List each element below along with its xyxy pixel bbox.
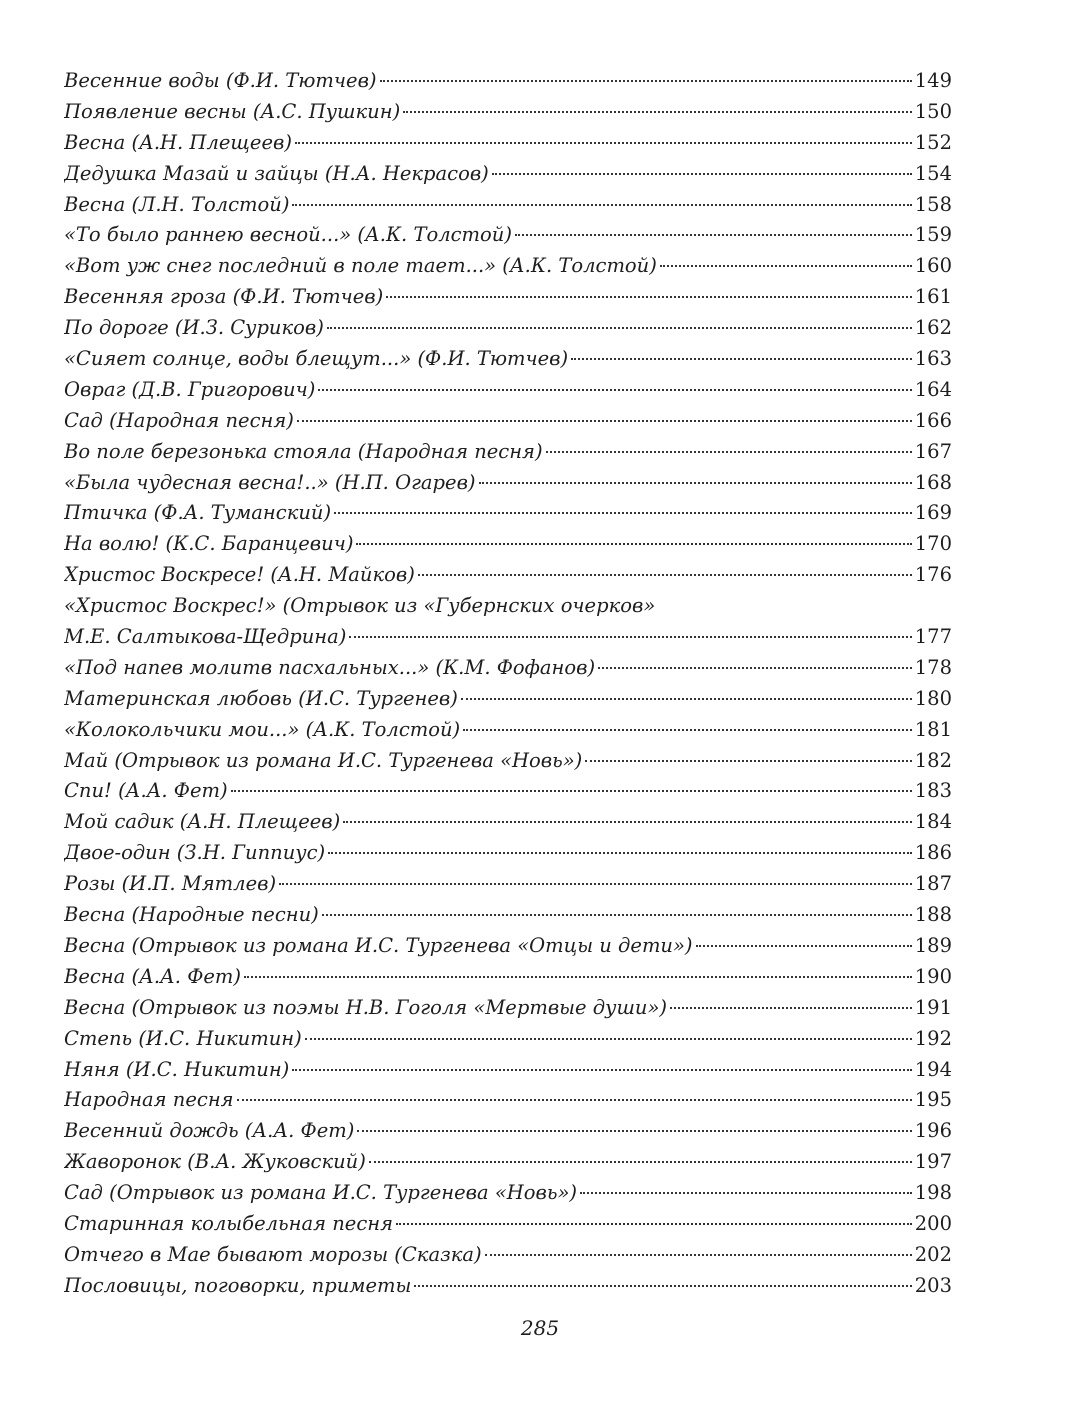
dot-leader <box>244 976 912 978</box>
toc-entry <box>64 190 952 221</box>
toc-entry-title: Весна (А.Н. Плещеев) <box>64 130 292 154</box>
toc-entry-page: 203 <box>914 1273 952 1297</box>
toc-entry-page: 182 <box>914 748 952 772</box>
dot-leader <box>515 234 912 236</box>
dot-leader <box>598 667 912 669</box>
toc-entry <box>64 715 952 746</box>
toc-entry-title: Спи! (А.А. Фет) <box>64 779 228 803</box>
toc-entry <box>64 807 952 838</box>
dot-leader <box>696 945 912 947</box>
toc-entry <box>64 468 952 499</box>
toc-entry-page: 166 <box>914 408 952 432</box>
toc-entry-page: 164 <box>914 377 952 401</box>
toc-entry-page: 158 <box>914 192 952 216</box>
dot-leader <box>295 142 912 144</box>
dot-leader <box>279 883 912 885</box>
toc-entry-page: 195 <box>914 1088 952 1112</box>
toc-entry-page: 177 <box>914 625 952 649</box>
dot-leader <box>479 482 912 484</box>
dot-leader <box>546 451 912 453</box>
toc-entry-page: 187 <box>914 872 952 896</box>
toc-entry-page: 149 <box>914 69 952 92</box>
toc-entry-title: Весна (Отрывок из поэмы Н.В. Гоголя «Мертвые души») <box>64 995 668 1019</box>
toc-entry-page: 200 <box>914 1211 952 1235</box>
toc-entry <box>64 1178 952 1209</box>
toc-entry-title: Весенний дождь (А.А. Фет) <box>64 1119 355 1143</box>
toc-entry-title: Сад (Отрывок из романа И.С. Тургенева «Новь») <box>64 1181 578 1205</box>
toc-entry <box>64 66 952 97</box>
toc-entry-title: «Под напев молитв пасхальных...» (К.М. Фофанов) <box>64 655 596 679</box>
toc-entry-title: Дедушка Мазай и зайцы (Н.А. Некрасов) <box>64 161 489 185</box>
toc-entry-page: 163 <box>914 347 952 371</box>
toc-entry-page: 154 <box>914 161 952 185</box>
toc-entry-page: 169 <box>914 501 952 525</box>
table-of-contents <box>64 66 952 1302</box>
toc-entry <box>64 993 952 1024</box>
dot-leader <box>580 1192 912 1194</box>
toc-entry-title: «Христос Воскрес!» (Отрывок из «Губернских очерков» <box>64 594 656 618</box>
toc-entry <box>64 776 952 807</box>
toc-entry-title: По дороге (И.З. Суриков) <box>64 316 324 340</box>
toc-entry-page: 190 <box>914 964 952 988</box>
toc-entry-page: 167 <box>914 439 952 463</box>
toc-entry-page: 170 <box>914 532 952 556</box>
toc-entry-title: Овраг (Д.В. Григорович) <box>64 377 316 401</box>
dot-leader <box>328 852 912 854</box>
toc-entry-title: Весна (Народные песни) <box>64 903 319 927</box>
toc-entry <box>64 1240 952 1271</box>
toc-entry <box>64 962 952 993</box>
dot-leader <box>660 265 912 267</box>
toc-entry <box>64 437 952 468</box>
toc-entry-page: 159 <box>914 223 952 247</box>
dot-leader <box>463 729 912 731</box>
toc-entry-title: Птичка (Ф.А. Туманский) <box>64 501 332 525</box>
toc-entry-title: Материнская любовь (И.С. Тургенев) <box>64 686 458 710</box>
toc-entry-title: Няня (И.С. Никитин) <box>64 1057 290 1081</box>
dot-leader <box>585 760 912 762</box>
page-number: 285 <box>520 1316 560 1340</box>
toc-entry <box>64 344 952 375</box>
toc-entry-page: 198 <box>914 1181 952 1205</box>
dot-leader <box>305 1038 912 1040</box>
toc-entry-page: 160 <box>914 254 952 278</box>
dot-leader <box>418 574 912 576</box>
toc-entry-title: «То было раннею весной...» (А.К. Толстой) <box>64 223 512 247</box>
dot-leader <box>396 1223 912 1225</box>
dot-leader <box>231 790 912 792</box>
dot-leader <box>292 1069 911 1071</box>
toc-entry <box>64 159 952 190</box>
toc-entry-page: 186 <box>914 841 952 865</box>
toc-entry <box>64 128 952 159</box>
toc-entry <box>64 1085 952 1116</box>
toc-entry-page: 180 <box>914 686 952 710</box>
toc-entry-title: На волю! (К.С. Баранцевич) <box>64 532 354 556</box>
toc-entry <box>64 591 952 622</box>
dot-leader <box>237 1099 912 1101</box>
dot-leader <box>403 111 912 113</box>
toc-entry <box>64 622 952 653</box>
dot-leader <box>327 327 912 329</box>
toc-entry <box>64 869 952 900</box>
dot-leader <box>322 914 912 916</box>
dot-leader <box>357 1130 911 1132</box>
toc-entry-title: Весенние воды (Ф.И. Тютчев) <box>64 69 377 92</box>
toc-entry-title: Весна (Л.Н. Толстой) <box>64 192 290 216</box>
toc-entry-title: М.Е. Салтыкова-Щедрина) <box>64 625 347 649</box>
toc-entry <box>64 529 952 560</box>
toc-entry-title: Мой садик (А.Н. Плещеев) <box>64 810 341 834</box>
toc-entry-page: 191 <box>914 995 952 1019</box>
toc-entry-title: Весенняя гроза (Ф.И. Тютчев) <box>64 285 384 309</box>
toc-entry <box>64 900 952 931</box>
dot-leader <box>292 204 911 206</box>
dot-leader <box>414 1285 911 1287</box>
dot-leader <box>492 173 912 175</box>
toc-entry-page: 194 <box>914 1057 952 1081</box>
toc-entry <box>64 1271 952 1302</box>
dot-leader <box>386 296 912 298</box>
toc-entry <box>64 251 952 282</box>
dot-leader <box>297 420 912 422</box>
dot-leader <box>318 389 911 391</box>
toc-entry <box>64 1024 952 1055</box>
toc-entry-title: Христос Воскресе! (А.Н. Майков) <box>64 563 415 587</box>
toc-entry-page: 161 <box>914 285 952 309</box>
toc-entry <box>64 406 952 437</box>
toc-entry-title: Сад (Народная песня) <box>64 408 294 432</box>
dot-leader <box>343 821 911 823</box>
toc-entry-title: Весна (Отрывок из романа И.С. Тургенева «Отцы и дети») <box>64 933 693 957</box>
toc-entry-title: Народная песня <box>64 1088 234 1112</box>
toc-entry-title: «Сияет солнце, воды блещут...» (Ф.И. Тютчев) <box>64 347 569 371</box>
toc-entry <box>64 375 952 406</box>
toc-entry <box>64 838 952 869</box>
toc-entry-title: Розы (И.П. Мятлев) <box>64 872 277 896</box>
toc-entry <box>64 1055 952 1086</box>
toc-entry-page: 168 <box>914 470 952 494</box>
toc-entry <box>64 97 952 128</box>
toc-entry-title: Старинная колыбельная песня <box>64 1211 394 1235</box>
dot-leader <box>571 358 912 360</box>
toc-entry <box>64 684 952 715</box>
dot-leader <box>369 1161 912 1163</box>
toc-entry <box>64 1147 952 1178</box>
toc-entry-page: 150 <box>914 99 952 123</box>
toc-entry <box>64 282 952 313</box>
toc-entry-title: Двое-один (З.Н. Гиппиус) <box>64 841 326 865</box>
toc-entry-title: «Вот уж снег последний в поле тает...» (А.К. Толстой) <box>64 254 657 278</box>
toc-entry-page: 184 <box>914 810 952 834</box>
toc-entry <box>64 746 952 777</box>
toc-entry-page: 202 <box>914 1242 952 1266</box>
toc-entry-page: 196 <box>914 1119 952 1143</box>
toc-entry-title: Появление весны (А.С. Пушкин) <box>64 99 401 123</box>
toc-entry-page: 176 <box>914 563 952 587</box>
toc-entry <box>64 498 952 529</box>
dot-leader <box>334 512 912 514</box>
dot-leader <box>461 698 912 700</box>
toc-entry-title: «Колокольчики мои...» (А.К. Толстой) <box>64 717 461 741</box>
toc-entry-page: 192 <box>914 1026 952 1050</box>
toc-entry-title: Весна (А.А. Фет) <box>64 964 242 988</box>
toc-entry-title: «Была чудесная весна!..» (Н.П. Огарев) <box>64 470 476 494</box>
toc-entry <box>64 560 952 591</box>
toc-entry-page: 189 <box>914 933 952 957</box>
toc-entry-title: Жаворонок (В.А. Жуковский) <box>64 1150 366 1174</box>
toc-entry-page: 152 <box>914 130 952 154</box>
toc-entry-title: Май (Отрывок из романа И.С. Тургенева «Новь») <box>64 748 583 772</box>
toc-entry <box>64 653 952 684</box>
dot-leader <box>349 636 911 638</box>
toc-entry <box>64 313 952 344</box>
toc-entry-page: 183 <box>914 779 952 803</box>
toc-entry <box>64 931 952 962</box>
dot-leader <box>356 543 911 545</box>
toc-entry <box>64 1116 952 1147</box>
toc-entry-page: 162 <box>914 316 952 340</box>
toc-entry-page: 197 <box>914 1150 952 1174</box>
toc-entry-title: Степь (И.С. Никитин) <box>64 1026 302 1050</box>
dot-leader <box>380 80 912 82</box>
toc-entry-page: 181 <box>914 717 952 741</box>
dot-leader <box>670 1007 912 1009</box>
toc-entry-page: 188 <box>914 903 952 927</box>
toc-entry-title: Во поле березонька стояла (Народная песня) <box>64 439 543 463</box>
toc-entry-page: 178 <box>914 655 952 679</box>
dot-leader <box>485 1254 912 1256</box>
toc-entry <box>64 1209 952 1240</box>
toc-entry-title: Отчего в Мае бывают морозы (Сказка) <box>64 1242 482 1266</box>
toc-entry-title: Пословицы, поговорки, приметы <box>64 1273 412 1297</box>
toc-entry <box>64 220 952 251</box>
